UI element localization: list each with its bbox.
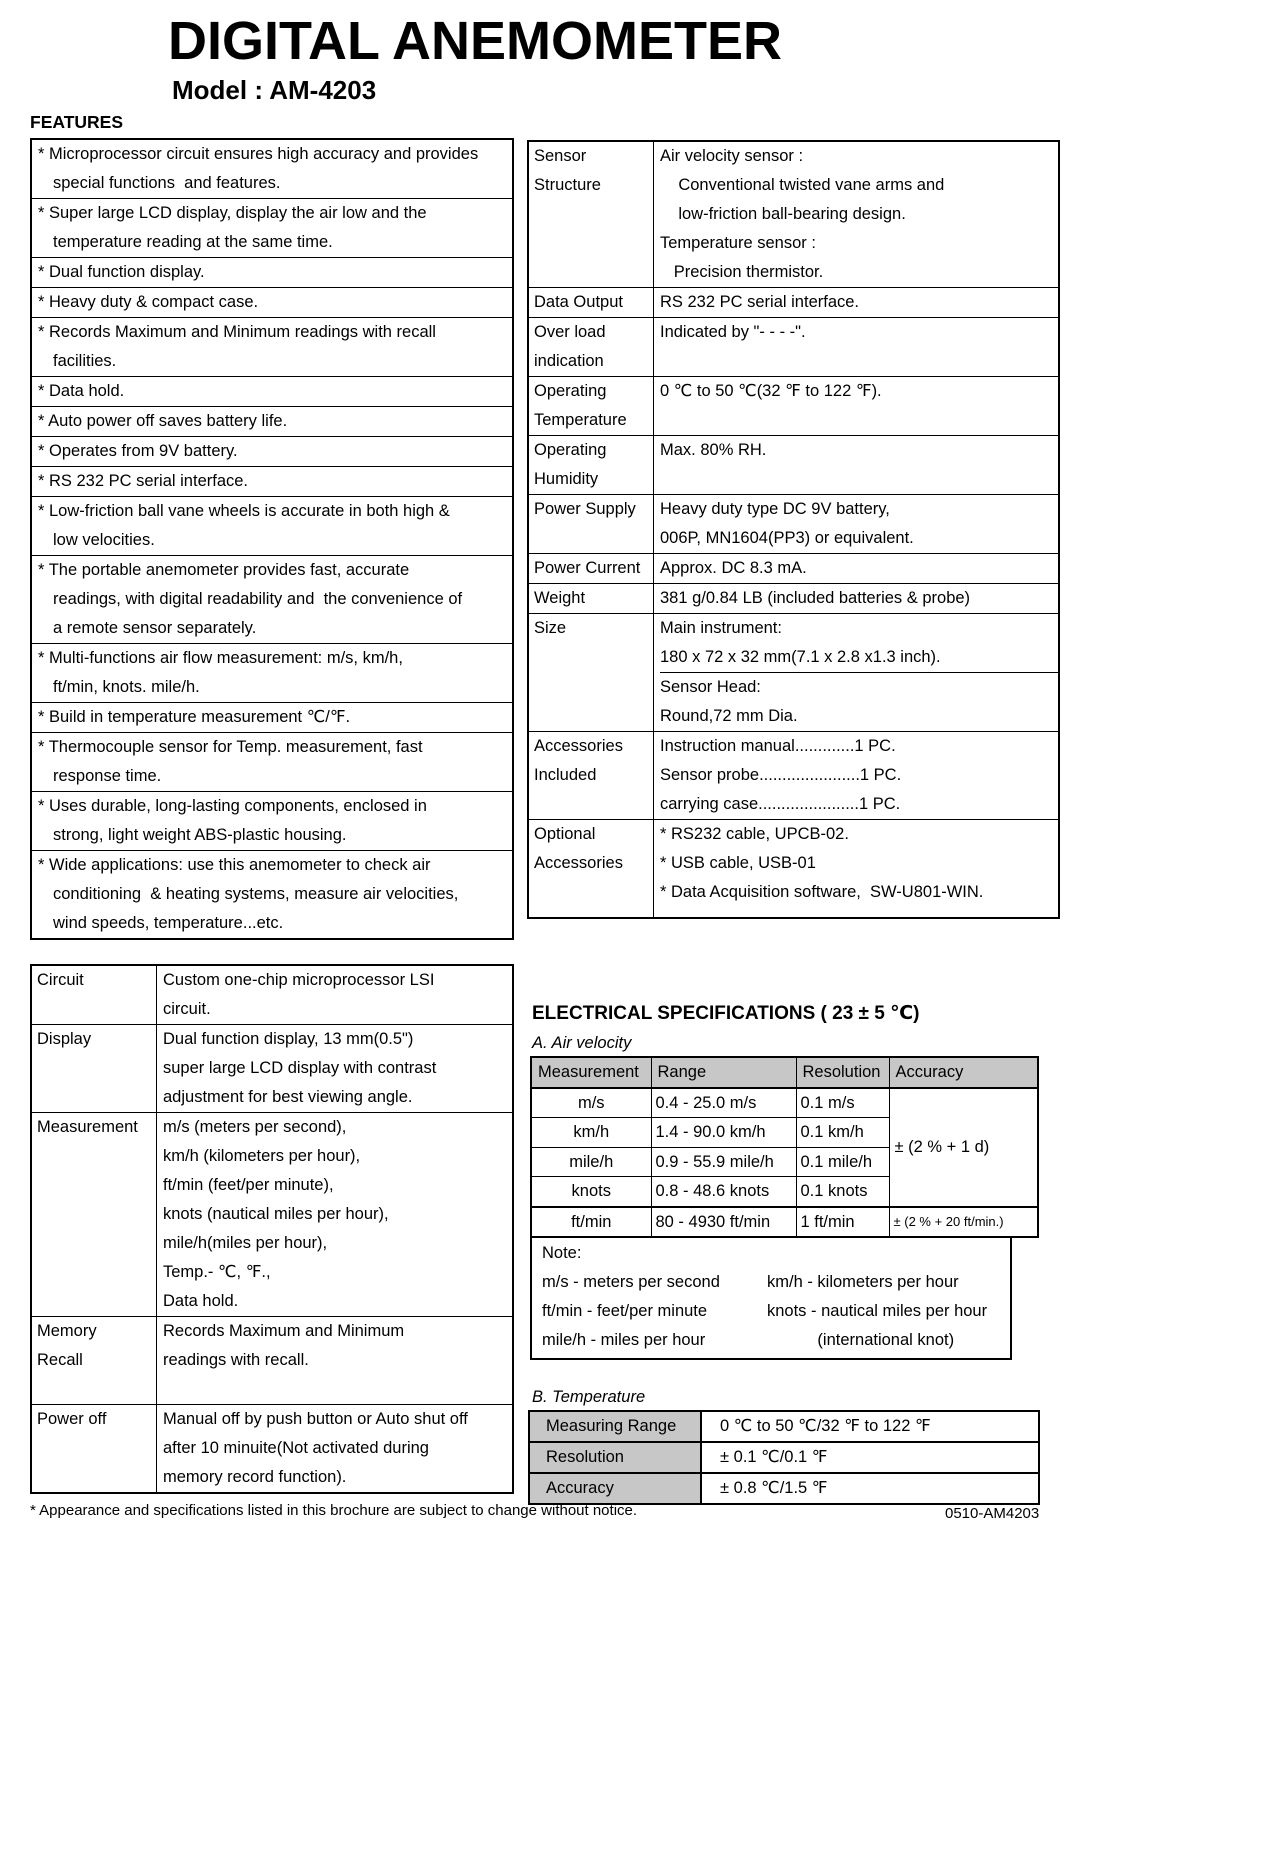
- resolution-cell: 1 ft/min: [796, 1207, 889, 1238]
- spec-value-cell: Approx. DC 8.3 mA.: [660, 559, 807, 577]
- spec-row: [32, 1025, 512, 1113]
- spec-label-cell: Size: [529, 614, 654, 731]
- spec-label-cell: Weight: [529, 584, 654, 613]
- spec-row: [32, 1405, 512, 1492]
- feature-item: * Records Maximum and Minimum readings with recall facilities.: [32, 318, 512, 377]
- range-cell: 1.4 - 90.0 km/h: [651, 1118, 796, 1148]
- feature-item: * Thermocouple sensor for Temp. measurement, fast response time.: [32, 733, 512, 792]
- feature-item: * Multi-functions air flow measurement: m/s, km/h, ft/min, knots. mile/h.: [32, 644, 512, 703]
- spec-value-cell: 381 g/0.84 LB (included batteries & probe): [660, 589, 971, 607]
- spec-value-cell: Records Maximum and Minimum readings with recall.: [163, 1322, 405, 1369]
- note-right-text: knots - nautical miles per hour: [767, 1302, 988, 1320]
- temperature-value-cell: ± 0.1 ℃/0.1 ℉: [720, 1448, 828, 1466]
- footer-document-code: 0510-AM4203: [945, 1505, 1040, 1522]
- features-table: [30, 138, 514, 940]
- range-cell: 80 - 4930 ft/min: [651, 1207, 796, 1238]
- spec-label-cell: Sensor Structure: [529, 142, 654, 287]
- temperature-subtitle: B. Temperature: [532, 1388, 646, 1406]
- spec-value-cell: Custom one-chip microprocessor LSI circuit.: [163, 971, 435, 1018]
- range-cell: 0.8 - 48.6 knots: [651, 1177, 796, 1207]
- spec-label-cell: Operating Temperature: [529, 377, 654, 435]
- spec-value-cell: Indicated by "- - - -".: [660, 323, 806, 341]
- spec-value-cell: Manual off by push button or Auto shut off after 10 minuite(Not activated during memory record function).: [163, 1410, 468, 1486]
- feature-item: * Wide applications: use this anemometer to check air conditioning & heating systems, measure air velocities, wind speeds, temperature...etc.: [38, 856, 459, 932]
- note-left-text: ft/min - feet/per minute: [542, 1302, 708, 1320]
- device-specs-table: [30, 964, 514, 1494]
- column-header-accuracy: Accuracy: [889, 1057, 1038, 1088]
- feature-item: * Super large LCD display, display the air low and the temperature reading at the same time.: [32, 199, 512, 258]
- spec-value-cell: Instruction manual.............1 PC. Sensor probe......................1 PC. carrying case......................1 PC.: [660, 737, 902, 813]
- spec-value-cell: Main instrument: 180 x 72 x 32 mm(7.1 x 2.8 x1.3 inch). Sensor Head: Round,72 mm Dia.: [654, 614, 1058, 731]
- spec-row: [529, 318, 1058, 377]
- column-header-resolution: Resolution: [796, 1057, 889, 1088]
- note-left-text: m/s - meters per second: [542, 1273, 720, 1291]
- spec-label-cell: Operating Humidity: [529, 436, 654, 494]
- temperature-row: [530, 1412, 1038, 1443]
- temperature-label-cell: Resolution: [530, 1443, 702, 1472]
- spec-row: [529, 614, 1058, 732]
- resolution-cell: 0.1 m/s: [796, 1088, 889, 1118]
- measurement-cell: ft/min: [531, 1207, 651, 1238]
- note-row: [542, 1326, 1010, 1355]
- note-title: Note:: [542, 1244, 582, 1262]
- spec-value-cell: Max. 80% RH.: [660, 441, 767, 459]
- resolution-cell: 0.1 km/h: [796, 1118, 889, 1148]
- spec-label-cell: Memory Recall: [32, 1317, 157, 1404]
- resolution-cell: 0.1 mile/h: [796, 1147, 889, 1177]
- spec-value-cell: Dual function display, 13 mm(0.5") super large LCD display with contrast adjustment for best viewing angle.: [163, 1030, 437, 1106]
- measurement-cell: mile/h: [531, 1147, 651, 1177]
- feature-item: * Uses durable, long-lasting components, enclosed in strong, light weight ABS-plastic housing.: [32, 792, 512, 851]
- spec-label-cell: Data Output: [529, 288, 654, 317]
- spec-label-cell: Optional Accessories: [529, 820, 654, 917]
- range-cell: 0.9 - 55.9 mile/h: [651, 1147, 796, 1177]
- spec-value-cell: * RS232 cable, UPCB-02. * USB cable, USB-01 * Data Acquisition software, SW-U801-WIN.: [660, 825, 984, 901]
- spec-row: [529, 820, 1058, 917]
- accuracy-merged-cell: ± (2 % + 1 d): [889, 1088, 1038, 1207]
- spec-value-cell: RS 232 PC serial interface.: [660, 293, 860, 311]
- spec-label-cell: Display: [32, 1025, 157, 1112]
- spec-label-cell: Over load indication: [529, 318, 654, 376]
- units-note-box: [530, 1236, 1012, 1360]
- footer-disclaimer: * Appearance and specifications listed in this brochure are subject to change without notice.: [30, 1502, 638, 1519]
- spec-row: [32, 1317, 512, 1405]
- column-header-range: Range: [651, 1057, 796, 1088]
- temperature-row: [530, 1443, 1038, 1474]
- spec-row: [32, 1113, 512, 1317]
- features-heading: FEATURES: [30, 112, 124, 132]
- spec-label-cell: Power Supply: [529, 495, 654, 553]
- feature-item: * Microprocessor circuit ensures high accuracy and provides special functions and features.: [32, 140, 512, 199]
- feature-item: * Dual function display.: [32, 258, 512, 288]
- air-velocity-subtitle: A. Air velocity: [532, 1034, 632, 1052]
- page-title: DIGITAL ANEMOMETER: [168, 11, 782, 71]
- measurement-cell: m/s: [531, 1088, 651, 1118]
- measurement-cell: km/h: [531, 1118, 651, 1148]
- accuracy-cell: ± (2 % + 20 ft/min.): [889, 1207, 1038, 1238]
- spec-label-cell: Measurement: [32, 1113, 157, 1316]
- spec-label-cell: Circuit: [32, 966, 157, 1024]
- spec-row: [529, 288, 1058, 318]
- note-right-text: (international knot): [767, 1331, 955, 1349]
- measurement-cell: knots: [531, 1177, 651, 1207]
- note-right-text: km/h - kilometers per hour: [767, 1273, 959, 1291]
- note-row: [542, 1268, 1010, 1297]
- spec-row: [529, 377, 1058, 436]
- spec-row: [529, 436, 1058, 495]
- spec-row: [529, 584, 1058, 614]
- spec-row: [529, 142, 1058, 288]
- spec-row: [529, 554, 1058, 584]
- feature-item: * The portable anemometer provides fast, accurate readings, with digital readability and the convenience of a remote sensor separately.: [32, 556, 512, 644]
- spec-label-cell: Accessories Included: [529, 732, 654, 819]
- temperature-label-cell: Accuracy: [530, 1474, 702, 1503]
- air-velocity-row: [531, 1088, 1038, 1118]
- temperature-table: [528, 1410, 1040, 1505]
- column-header-measurement: Measurement: [531, 1057, 651, 1088]
- spec-row: [529, 732, 1058, 820]
- temperature-value-cell: ± 0.8 ℃/1.5 ℉: [720, 1479, 828, 1497]
- air-velocity-header-row: [531, 1057, 1038, 1088]
- spec-row: [32, 966, 512, 1025]
- spec-value-cell: Heavy duty type DC 9V battery, 006P, MN1604(PP3) or equivalent.: [660, 500, 914, 547]
- general-specs-table: [527, 140, 1060, 919]
- feature-item: * Build in temperature measurement ℃/℉.: [32, 703, 512, 733]
- air-velocity-table: [530, 1056, 1039, 1238]
- spec-value-cell: Air velocity sensor : Conventional twisted vane arms and low-friction ball-bearing design. Temperature sensor : Precision thermistor.: [660, 147, 945, 281]
- feature-item: * Operates from 9V battery.: [32, 437, 512, 467]
- electrical-specs-heading: ELECTRICAL SPECIFICATIONS ( 23 ± 5 ℃): [532, 1003, 920, 1024]
- spec-value-cell: 0 ℃ to 50 ℃(32 ℉ to 122 ℉).: [660, 382, 882, 400]
- temperature-value-cell: 0 ℃ to 50 ℃/32 ℉ to 122 ℉: [720, 1417, 931, 1435]
- feature-item: * RS 232 PC serial interface.: [32, 467, 512, 497]
- spec-value-cell: m/s (meters per second), km/h (kilometers per hour), ft/min (feet/per minute), knots (nautical miles per hour), mile/h(miles per hour), Temp.- ℃, ℉., Data hold.: [163, 1118, 389, 1310]
- note-rows: [542, 1268, 1010, 1355]
- spec-label-cell: Power off: [32, 1405, 157, 1492]
- feature-item: * Heavy duty & compact case.: [32, 288, 512, 318]
- spec-label-cell: Power Current: [529, 554, 654, 583]
- feature-item: * Low-friction ball vane wheels is accurate in both high & low velocities.: [32, 497, 512, 556]
- temperature-label-cell: Measuring Range: [530, 1412, 702, 1441]
- resolution-cell: 0.1 knots: [796, 1177, 889, 1207]
- range-cell: 0.4 - 25.0 m/s: [651, 1088, 796, 1118]
- model-subtitle: Model : AM-4203: [172, 75, 377, 105]
- feature-item: * Data hold.: [32, 377, 512, 407]
- note-left-text: mile/h - miles per hour: [542, 1331, 706, 1349]
- note-row: [542, 1297, 1010, 1326]
- spec-row: [529, 495, 1058, 554]
- air-velocity-row: [531, 1207, 1038, 1238]
- feature-item: * Auto power off saves battery life.: [32, 407, 512, 437]
